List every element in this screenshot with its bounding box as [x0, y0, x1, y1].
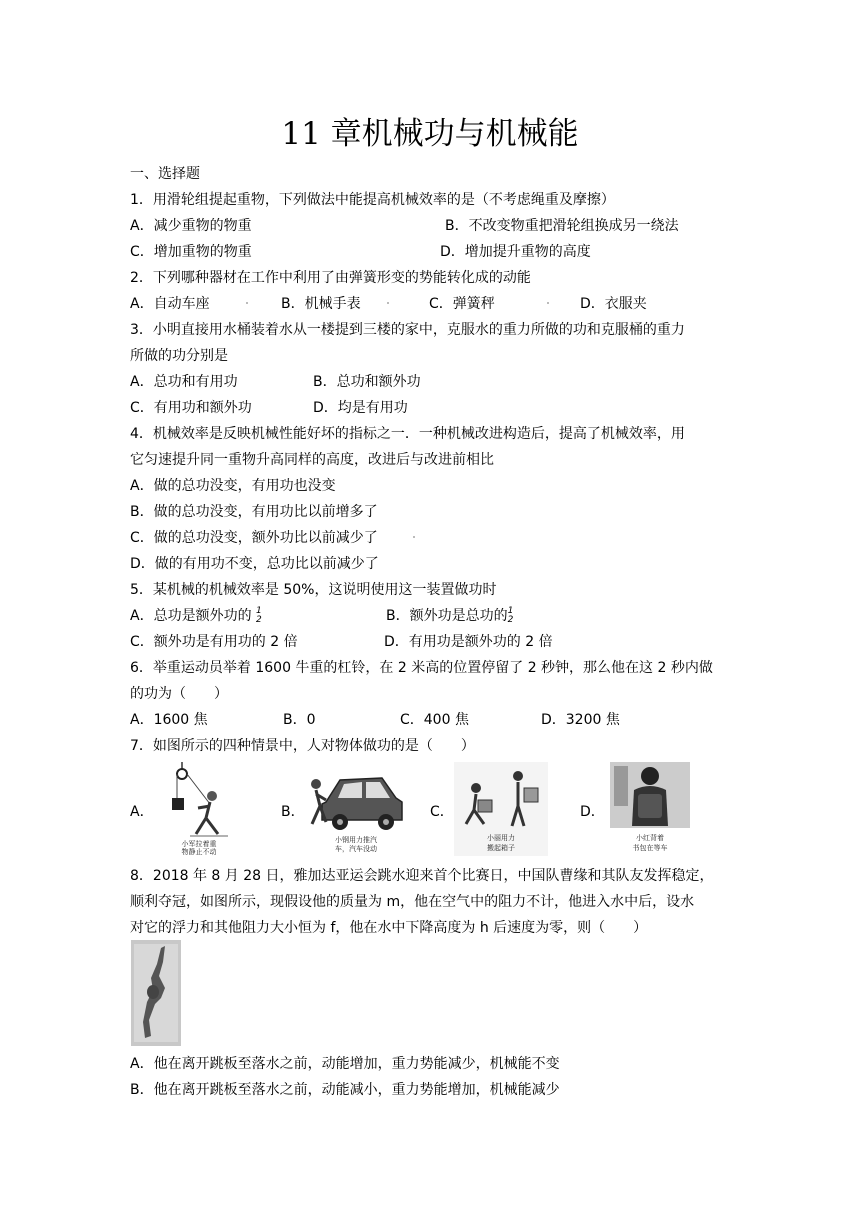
- q6-option-d: D．3200 焦: [541, 712, 620, 728]
- q7-stem: 7．如图所示的四种情景中，人对物体做功的是（ ）: [130, 738, 475, 754]
- q6-stem-line1: 6．举重运动员举着 1600 牛重的杠铃，在 2 米高的位置停留了 2 秒钟，那么他在这 2 秒内做: [130, 660, 713, 676]
- q2-option-d: D．衣服夹: [580, 296, 647, 312]
- speck-mark: [547, 302, 549, 304]
- svg-text:小军拉着重: 小军拉着重: [181, 840, 217, 848]
- q4-option-d: D．做的有用功不变，总功比以前减少了: [130, 556, 379, 572]
- q4-option-a: A．做的总功没变，有用功也没变: [130, 478, 336, 494]
- svg-text:物静止不动: 物静止不动: [181, 848, 217, 856]
- svg-text:书包在等车: 书包在等车: [632, 844, 668, 852]
- q2-stem: 2．下列哪种器材在工作中利用了由弹簧形变的势能转化成的动能: [130, 270, 531, 286]
- speck-mark: [246, 302, 248, 304]
- speck-mark: [387, 302, 389, 304]
- q1-option-a: A．减少重物的物重: [130, 218, 252, 234]
- q8-option-b: B．他在离开跳板至落水之前，动能减小，重力势能增加，机械能减少: [130, 1082, 560, 1098]
- q4-stem-line1: 4．机械效率是反映机械性能好坏的指标之一．一种机械改进构造后，提高了机械效率，用: [130, 426, 685, 442]
- speck-mark: [413, 536, 415, 538]
- q3-option-b: B．总功和额外功: [313, 374, 421, 390]
- q5-option-c: C．额外功是有用功的 2 倍: [130, 634, 298, 650]
- lifting-box-image: [454, 762, 548, 856]
- pulling-weight-image: [160, 760, 238, 856]
- diver-photo: [131, 940, 181, 1046]
- q6-stem-line2: 的功为（ ）: [130, 686, 228, 702]
- q1-option-c: C．增加重物的物重: [130, 244, 252, 260]
- q6-option-c: C．400 焦: [400, 712, 469, 728]
- q6-option-b: B．0: [283, 712, 316, 728]
- q1-option-b: B．不改变物重把滑轮组换成另一绕法: [445, 218, 679, 234]
- page-title: 11 章机械功与机械能: [281, 116, 579, 152]
- q7-option-c: C．: [430, 804, 454, 820]
- section-heading: 一、选择题: [130, 166, 200, 182]
- q5-option-a: [130, 606, 262, 626]
- q5-option-b-text: B．额外功是总功的: [386, 608, 508, 624]
- fraction-one-half: 1 2: [256, 606, 262, 625]
- q5-stem: 5．某机械的机械效率是 50%，这说明使用这一装置做功时: [130, 582, 497, 598]
- q4-stem-line2: 它匀速提升同一重物升高同样的高度，改进后与改进前相比: [130, 452, 494, 468]
- backpack-waiting-image: [610, 762, 690, 856]
- q3-option-c: C．有用功和额外功: [130, 400, 252, 416]
- q7-option-a: A．: [130, 804, 154, 820]
- q2-option-a: A．自动车座: [130, 296, 210, 312]
- q2-option-c: C．弹簧秤: [429, 296, 495, 312]
- q4-option-c: C．做的总功没变，额外功比以前减少了: [130, 530, 378, 546]
- q7-option-d: D．: [580, 804, 605, 820]
- q8-option-a: A．他在离开跳板至落水之前，动能增加，重力势能减少，机械能不变: [130, 1056, 560, 1072]
- q7-option-b: B．: [281, 804, 305, 820]
- q8-stem-line1: 8．2018 年 8 月 28 日，雅加达亚运会跳水迎来首个比赛日，中国队曹缘和其队友发挥稳定，: [130, 868, 714, 884]
- svg-text:小钢用力推汽: 小钢用力推汽: [335, 836, 377, 844]
- q3-stem-line1: 3．小明直接用水桶装着水从一楼提到三楼的家中，克服水的重力所做的功和克服桶的重力: [130, 322, 685, 338]
- q8-stem-line2: 顺利夺冠，如图所示，现假设他的质量为 m，他在空气中的阻力不计，他进入水中后，设水: [130, 894, 695, 910]
- svg-text:搬起箱子: 搬起箱子: [487, 844, 515, 852]
- svg-text:小丽用力: 小丽用力: [487, 834, 515, 842]
- svg-text:车，汽车没动: 车，汽车没动: [335, 845, 377, 853]
- q6-option-a: A．1600 焦: [130, 712, 208, 728]
- svg-text:小红背着: 小红背着: [636, 834, 664, 842]
- pushing-car-image: [304, 762, 406, 856]
- q2-option-b: B．机械手表: [281, 296, 361, 312]
- fraction-one-half: 1 2: [507, 606, 514, 625]
- q3-option-a: A．总功和有用功: [130, 374, 238, 390]
- q1-stem: 1．用滑轮组提起重物，下列做法中能提高机械效率的是（不考虑绳重及摩擦）: [130, 192, 615, 208]
- q5-option-d: D．有用功是额外功的 2 倍: [384, 634, 553, 650]
- q4-option-b: B．做的总功没变，有用功比以前增多了: [130, 504, 378, 520]
- q1-option-d: D．增加提升重物的高度: [440, 244, 591, 260]
- q3-option-d: D．均是有用功: [313, 400, 408, 416]
- q8-stem-line3: 对它的浮力和其他阻力大小恒为 f，他在水中下降高度为 h 后速度为零，则（ ）: [130, 920, 648, 936]
- q3-stem-line2: 所做的功分别是: [130, 348, 228, 364]
- q5-option-a-text: A．总功是额外功的: [130, 608, 252, 624]
- q5-option-b: [386, 606, 513, 626]
